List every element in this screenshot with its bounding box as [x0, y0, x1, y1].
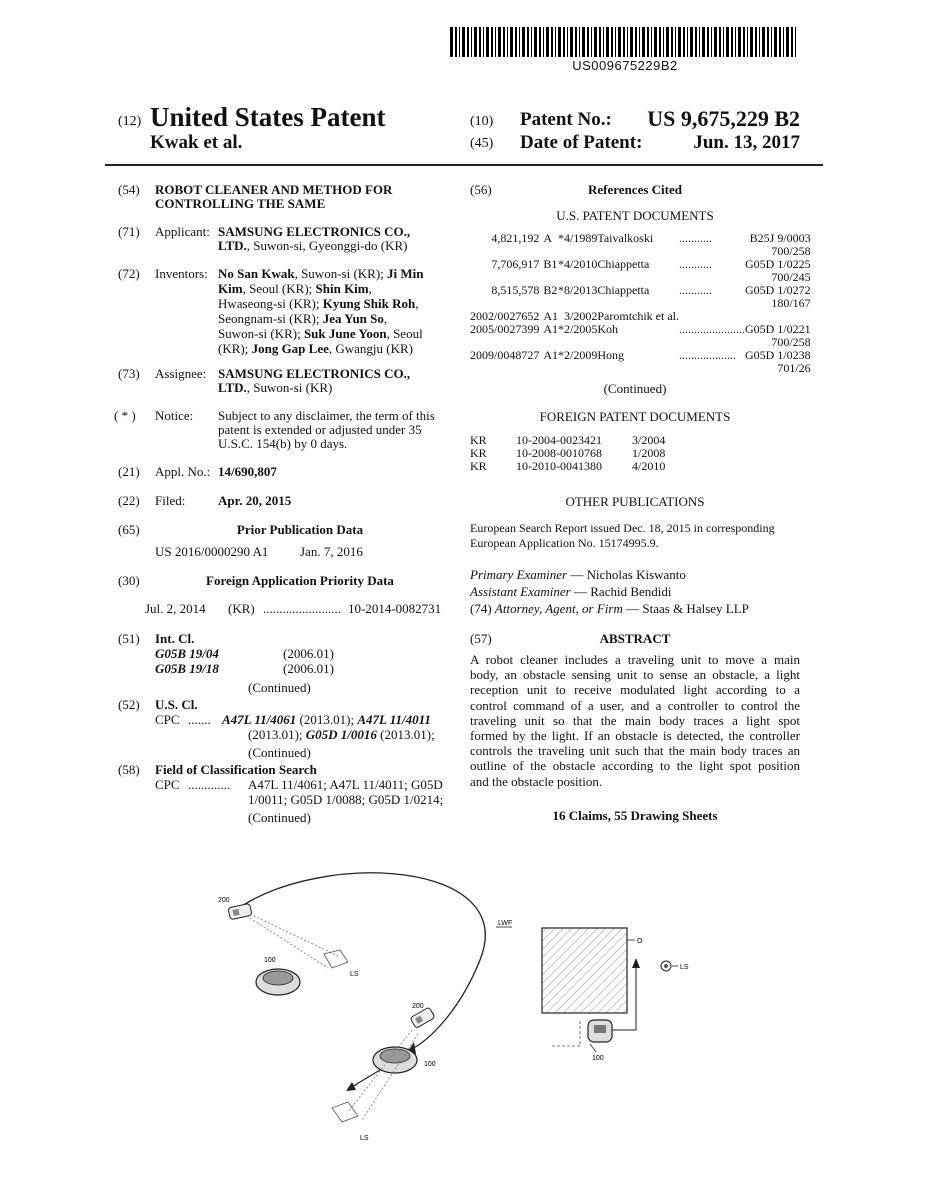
inventor-name: Jea Yun So	[322, 311, 384, 326]
ls-3-label: LS	[680, 964, 689, 971]
inventor-location: , Seoul (KR);	[242, 281, 316, 296]
remote-1-label: 200	[218, 897, 230, 904]
other-pub-line-1: European Search Report issued Dec. 18, 2015 in corresponding	[470, 521, 775, 535]
foreign-references-table	[470, 434, 665, 473]
foreign-ref-row	[470, 460, 665, 473]
code-52: (52)	[118, 697, 140, 712]
other-pubs-heading: OTHER PUBLICATIONS	[565, 494, 705, 509]
us-ref-kind: A1	[543, 348, 559, 362]
us-ref-no: 2002/0027652	[470, 309, 540, 323]
abstract-line: reception unit to receive modulated light according to a	[470, 682, 800, 698]
code-notice: ( * )	[114, 408, 136, 423]
abstract-line: traveling unit so that the main body traces a light spot	[470, 712, 800, 728]
us-ref-dots: ...........	[679, 283, 713, 297]
remote-2-label: 200	[412, 1003, 424, 1010]
us-ref-no: 2005/0027399	[470, 322, 540, 336]
foreign-ref-no: 10-2008-0010768	[516, 446, 602, 460]
abstract-heading: ABSTRACT	[599, 631, 671, 646]
code-30: (30)	[118, 573, 140, 588]
barcode	[450, 27, 800, 57]
cpc-version: (2013.01);	[376, 727, 435, 742]
int-cl-2-version: (2006.01)	[283, 661, 334, 676]
us-ref-row	[470, 284, 811, 297]
us-ref-row	[470, 232, 811, 245]
int-cl-1-version: (2006.01)	[283, 646, 334, 661]
notice-line-1: Subject to any disclaimer, the term of this	[218, 408, 435, 423]
inventor-location: , Gwangju (KR)	[328, 341, 414, 356]
filed-label: Filed:	[155, 493, 186, 508]
us-ref-dots: ...........	[679, 231, 713, 245]
abstract-text	[470, 652, 800, 789]
us-ref-date: 4/2010	[564, 257, 598, 271]
other-pub-line-2: European Application No. 15174995.9.	[470, 536, 659, 550]
us-docs-heading: U.S. PATENT DOCUMENTS	[556, 208, 714, 223]
assignee-name-2: LTD.	[218, 380, 247, 395]
assignee-line-2	[218, 380, 332, 395]
us-ref-date: 2/2009	[564, 348, 598, 362]
trace-arrowhead	[632, 958, 640, 968]
us-ref-date: 8/2013	[564, 283, 598, 297]
date-label: Date of Patent:	[520, 132, 643, 153]
obstacle-label: O	[637, 938, 643, 945]
us-ref-date: 4/1989	[564, 231, 598, 245]
dashed-approach-path	[552, 1020, 580, 1046]
us-ref-row	[470, 323, 811, 336]
code-73: (73)	[118, 366, 140, 381]
inventor-location: Hwaseong-si (KR);	[218, 296, 323, 311]
foreign-ref-date: 4/2010	[632, 459, 666, 473]
inventor-location: Seongnam-si (KR);	[218, 311, 323, 326]
field-line-2: 1/0011; G05D 1/0088; G05D 1/0214;	[248, 792, 444, 807]
cpc-dots: .......	[188, 712, 211, 727]
prior-pub-number: US 2016/0000290 A1	[155, 544, 269, 559]
cpc-line-2	[248, 727, 435, 742]
int-cl-label: Int. Cl.	[155, 631, 195, 646]
us-ref-date: 3/2002	[564, 309, 598, 323]
title-line-2: CONTROLLING THE SAME	[155, 196, 326, 211]
us-ref-name: Koh	[597, 322, 619, 336]
us-ref-kind: A	[543, 231, 553, 245]
foreign-ref-no: 10-2010-0041380	[516, 459, 602, 473]
patent-no-label: Patent No.:	[520, 109, 612, 130]
inventor-location: , Seoul	[386, 326, 423, 341]
code-58: (58)	[118, 762, 140, 777]
inventor-name: Ji Min	[387, 266, 424, 281]
inventor-short: Kwak et al.	[150, 132, 243, 153]
field-continued: (Continued)	[248, 810, 311, 825]
cpc-version: (2013.01);	[296, 712, 358, 727]
robot-direction-arrow	[350, 1070, 380, 1088]
abstract-line: A robot cleaner includes a traveling unit to move a main	[470, 652, 800, 667]
us-ref-name: Chiappetta	[597, 283, 650, 297]
ls-2-label: LS	[360, 1135, 369, 1142]
us-cl-continued: (Continued)	[248, 745, 311, 760]
title-line-1: ROBOT CLEANER AND METHOD FOR	[155, 182, 393, 197]
us-ref-star: *	[558, 348, 565, 362]
assignee-label: Assignee:	[155, 366, 207, 381]
us-ref-dots: ...........	[679, 257, 713, 271]
barcode-number: US009675229B2	[572, 58, 678, 73]
prior-pub-date: Jan. 7, 2016	[300, 544, 363, 559]
figure-right	[496, 920, 689, 1062]
obstacle-square	[542, 928, 627, 1013]
priority-dots: ........................	[263, 601, 341, 616]
references-heading: References Cited	[588, 182, 682, 197]
code-71: (71)	[118, 224, 140, 239]
inventors-list: No San Kwak, Suwon-si (KR); Ji Min Kim, Seoul (KR); Shin Kim, Hwaseong-si (KR); Kyung Shik Roh, Seongnam-si (KR); Jea Yun So, Suwon-si (KR); Suk June Yoon, Seoul (KR); Jong Gap Lee, Gwangju (KR)	[218, 266, 424, 356]
attorney-label: Attorney, Agent, or Firm	[494, 601, 623, 616]
inventor-location: Suwon-si (KR);	[218, 326, 304, 341]
field-cpc-label: CPC	[155, 777, 180, 792]
notice-line-2: patent is extended or adjusted under 35	[218, 422, 422, 437]
us-ref-name: Hong	[597, 348, 625, 362]
code-51: (51)	[118, 631, 140, 646]
remote-controller-1	[228, 903, 252, 919]
robot-3-leader	[590, 1044, 596, 1052]
inventor-name: Kim	[218, 281, 243, 296]
us-ref-date: 2/2005	[564, 322, 598, 336]
us-ref-star: *	[558, 283, 565, 297]
int-cl-1: G05B 19/04	[155, 646, 219, 661]
priority-date: Jul. 2, 2014	[145, 601, 206, 616]
code-22: (22)	[118, 493, 140, 508]
figure-left	[218, 873, 485, 1142]
cpc-code: A47L 11/4011	[357, 712, 431, 727]
light-spot-2	[332, 1102, 358, 1122]
us-ref-dots: ...................	[679, 348, 737, 362]
header-rule	[105, 164, 823, 166]
code-56: (56)	[470, 182, 492, 197]
inventor-name: Suk June Yoon	[303, 326, 387, 341]
foreign-ref-no: 10-2004-0023421	[516, 433, 602, 447]
code-74: (74)	[470, 601, 492, 616]
patent-date: Jun. 13, 2017	[693, 132, 800, 153]
us-ref-no: 8,515,578	[491, 283, 540, 297]
foreign-docs-heading: FOREIGN PATENT DOCUMENTS	[539, 409, 731, 424]
code-45: (45)	[470, 136, 494, 151]
light-spot-1	[324, 950, 348, 968]
foreign-ref-date: 3/2004	[632, 433, 666, 447]
us-ref-cls: G05D 1/0272	[745, 283, 811, 297]
document-title: United States Patent	[150, 102, 386, 132]
us-ref-cls2: 700/245	[771, 270, 811, 284]
abstract-line: controls the traveling unit such that the main body traces an	[470, 743, 800, 759]
foreign-ref-cc: KR	[470, 459, 487, 473]
abstract-line: outline of the obstacle according to the light spot position	[470, 758, 800, 774]
robot-1-label: 100	[264, 957, 276, 964]
cpc-line-1	[222, 712, 431, 727]
field-search-label: Field of Classification Search	[155, 762, 317, 777]
representative-figure	[200, 850, 720, 1150]
us-ref-cls2: 701/26	[777, 361, 811, 375]
cpc-label: CPC	[155, 712, 180, 727]
applicant-location: , Suwon-si, Gyeonggi-do (KR)	[246, 238, 408, 253]
assignee-location: , Suwon-si (KR)	[246, 380, 333, 395]
us-ref-kind: B1	[543, 257, 558, 271]
appl-label: Appl. No.:	[155, 464, 211, 479]
claims-summary: 16 Claims, 55 Drawing Sheets	[552, 808, 718, 823]
cpc-version: (2013.01);	[248, 727, 306, 742]
us-ref-star: *	[558, 257, 565, 271]
code-10: (10)	[470, 114, 494, 129]
robot-direction-arrowhead	[346, 1082, 356, 1091]
abstract-line: formed by the light. If an obstacle is detected, the controller	[470, 728, 800, 744]
int-cl-2: G05B 19/18	[155, 661, 219, 676]
us-cl-label: U.S. Cl.	[155, 697, 198, 712]
assistant-examiner-label: Assistant Examiner	[470, 584, 571, 599]
abstract-line: control command of a user, and a controller to control the	[470, 697, 800, 713]
us-references-table	[470, 232, 811, 375]
light-beam-2	[348, 1030, 418, 1120]
inventor-location: , Suwon-si (KR);	[294, 266, 388, 281]
foreign-ref-date: 1/2008	[632, 446, 666, 460]
assistant-examiner	[470, 584, 672, 599]
notice-label: Notice:	[155, 408, 194, 423]
appl-number: 14/690,807	[218, 464, 277, 479]
us-ref-row	[470, 349, 811, 362]
abstract-line: and the obstacle position.	[470, 773, 603, 789]
us-ref-cls: B25J 9/0003	[749, 231, 811, 245]
us-ref-cls2: 700/258	[771, 335, 811, 349]
us-ref-name: Paromtchik et al.	[597, 309, 680, 323]
applicant-name-2: LTD.	[218, 238, 247, 253]
foreign-ref-cc: KR	[470, 446, 487, 460]
cpc-code: A47L 11/4061	[222, 712, 297, 727]
remote-controller-2	[410, 1007, 435, 1028]
inventor-location: (KR);	[218, 341, 252, 356]
abstract-line: body, an obstacle sensing unit to sense an obstacle, a light	[470, 667, 800, 683]
refs-continued: (Continued)	[603, 381, 667, 396]
us-ref-no: 2009/0048727	[470, 348, 540, 362]
us-ref-star: *	[558, 322, 565, 336]
us-ref-cls2: 700/258	[771, 244, 811, 258]
inventor-name: Shin Kim	[315, 281, 369, 296]
applicant-name: SAMSUNG ELECTRONICS CO.,	[218, 224, 411, 239]
prior-pub-heading: Prior Publication Data	[236, 522, 364, 537]
code-57: (57)	[470, 631, 492, 646]
applicant-line-2	[218, 238, 407, 253]
us-ref-cls: G05D 1/0238	[745, 348, 811, 362]
us-ref-kind: B2	[543, 283, 558, 297]
attorney	[470, 601, 749, 616]
robot-cleaner-1	[256, 969, 300, 995]
us-ref-cls2: 180/167	[771, 296, 811, 310]
ls-symbol-inner	[664, 964, 668, 968]
code-21: (21)	[118, 464, 140, 479]
inventor-name: Kyung Shik Roh	[322, 296, 416, 311]
robot-2-label: 100	[424, 1061, 436, 1068]
primary-examiner	[470, 567, 686, 582]
cpc-code: G05D 1/0016	[305, 727, 377, 742]
us-ref-no: 7,706,917	[491, 257, 540, 271]
assistant-examiner-name: — Rachid Bendidi	[570, 584, 672, 599]
primary-examiner-label: Primary Examiner	[470, 567, 568, 582]
attorney-name: — Staas & Halsey LLP	[622, 601, 749, 616]
us-ref-cls: G05D 1/0221	[745, 322, 811, 336]
applicant-label: Applicant:	[155, 224, 210, 239]
us-ref-dots: ......................	[679, 322, 746, 336]
code-65: (65)	[118, 522, 140, 537]
priority-number: 10-2014-0082731	[348, 601, 442, 616]
us-ref-row-cont	[470, 362, 811, 375]
us-ref-name: Taivalkoski	[597, 231, 654, 245]
ls-1-label: LS	[350, 971, 359, 978]
inventors-label: Inventors:	[155, 266, 208, 281]
us-ref-no: 4,821,192	[491, 231, 540, 245]
foreign-references	[470, 434, 800, 473]
code-54: (54)	[118, 182, 140, 197]
inventor-name: Jong Gap Lee	[251, 341, 329, 356]
foreign-priority-heading: Foreign Application Priority Data	[206, 573, 394, 588]
us-ref-star: *	[558, 231, 565, 245]
us-references	[470, 231, 811, 375]
filed-date: Apr. 20, 2015	[218, 493, 292, 508]
foreign-ref-cc: KR	[470, 433, 487, 447]
us-ref-row	[470, 258, 811, 271]
field-line-1: A47L 11/4061; A47L 11/4011; G05D	[248, 777, 443, 792]
lwf-label: LWF	[498, 920, 513, 927]
int-cl-continued: (Continued)	[248, 680, 311, 695]
patent-number: US 9,675,229 B2	[647, 106, 800, 131]
us-ref-kind: A1	[543, 322, 559, 336]
us-ref-name: Chiappetta	[597, 257, 650, 271]
robot-3-label: 100	[592, 1055, 604, 1062]
field-cpc-dots: .............	[188, 777, 231, 792]
us-ref-kind: A1	[543, 309, 559, 323]
code-72: (72)	[118, 266, 140, 281]
inventor-name: No San Kwak	[218, 266, 295, 281]
primary-examiner-name: — Nicholas Kiswanto	[567, 567, 686, 582]
notice-line-3: U.S.C. 154(b) by 0 days.	[218, 436, 348, 451]
us-ref-cls: G05D 1/0225	[745, 257, 811, 271]
robot-cleaner-3	[588, 1020, 612, 1042]
priority-country: (KR)	[228, 601, 255, 616]
assignee-name: SAMSUNG ELECTRONICS CO.,	[218, 366, 411, 381]
code-12: (12)	[118, 114, 142, 129]
